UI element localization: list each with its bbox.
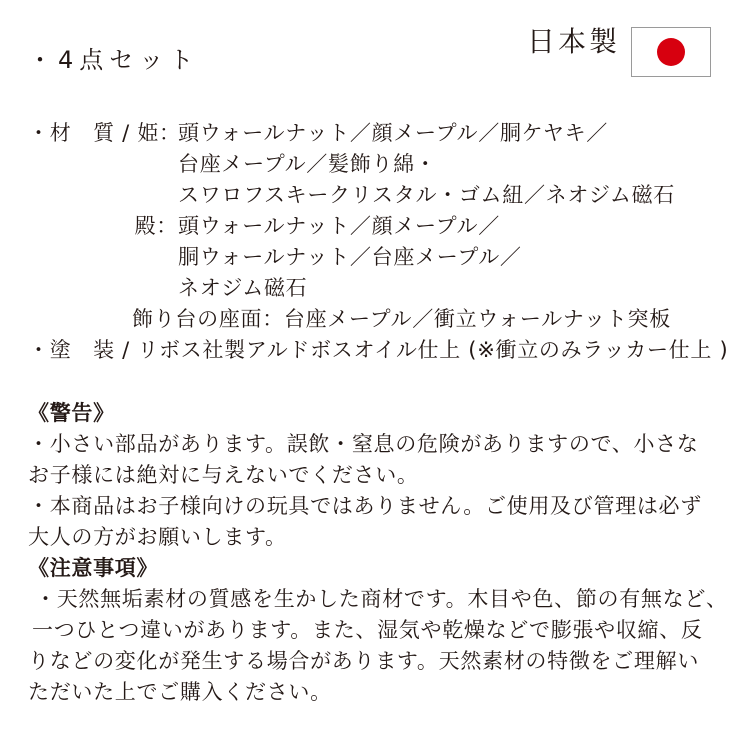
spec-row-finish [28,335,728,366]
spec-row-hime-3 [28,180,728,211]
hime-label: 姫： [137,121,181,145]
spec-row-tono-1 [28,211,728,242]
spec-line: スワロフスキークリスタル・ゴム紐／ネオジム磁石 [178,183,675,207]
spec-line: 頭ウォールナット／顔メープル／ [178,214,500,238]
spec-line: 台座メープル／髪飾り綿・ [178,152,437,176]
tono-label: 殿： [134,214,178,238]
spec-line: 胴ウォールナット／台座メープル／ [178,245,522,269]
flag-red-disc [657,38,685,66]
warning-heading: 《警告》 [28,401,115,425]
spec-line: 台座メープル／衝立ウォールナット突板 [283,307,671,331]
japan-flag-icon [631,27,711,77]
stand-label: 飾り台の座面： [132,307,284,331]
finish-label: ・塗 装 / [28,338,138,362]
material-label: ・材 質 / [28,121,138,145]
notes-line: 一つひとつ違いがあります。また、湿気や乾燥などで膨張や収縮、反 [32,618,703,642]
warning-line: 大人の方がお願いします。 [28,525,287,549]
notes-heading: 《注意事項》 [28,556,159,580]
spec-row-tono-3 [28,273,728,304]
notes-line: りなどの変化が発生する場合があります。天然素材の特徴をご理解い [28,649,700,673]
spec-row-hime-2 [28,149,728,180]
spec-row-stand [28,304,728,335]
made-in-japan-label: 日本製 [527,25,621,58]
spec-row-hime-1 [28,118,728,149]
set-title: ・4点セット [28,46,200,74]
cautions-section [28,398,728,708]
warning-line: ・小さい部品があります。誤飲・窒息の危険がありますので、小さな [28,432,699,456]
warning-line: ・本商品はお子様向けの玩具ではありません。ご使用及び管理は必ず [28,494,702,518]
finish-value: リボス社製アルドボスオイル仕上 (※衝立のみラッカー仕上 ) [137,338,729,362]
spec-line: ネオジム磁石 [178,276,308,300]
spec-row-tono-2 [28,242,728,273]
specs-section [28,118,728,366]
spec-line: 頭ウォールナット／顔メープル／胴ケヤキ／ [178,121,609,145]
warning-line: お子様には絶対に与えないでください。 [28,463,419,487]
notes-line: ただいた上でご購入ください。 [28,680,332,704]
notes-line: ・天然無垢素材の質感を生かした商材です。木目や色、節の有無など、 [35,587,728,611]
